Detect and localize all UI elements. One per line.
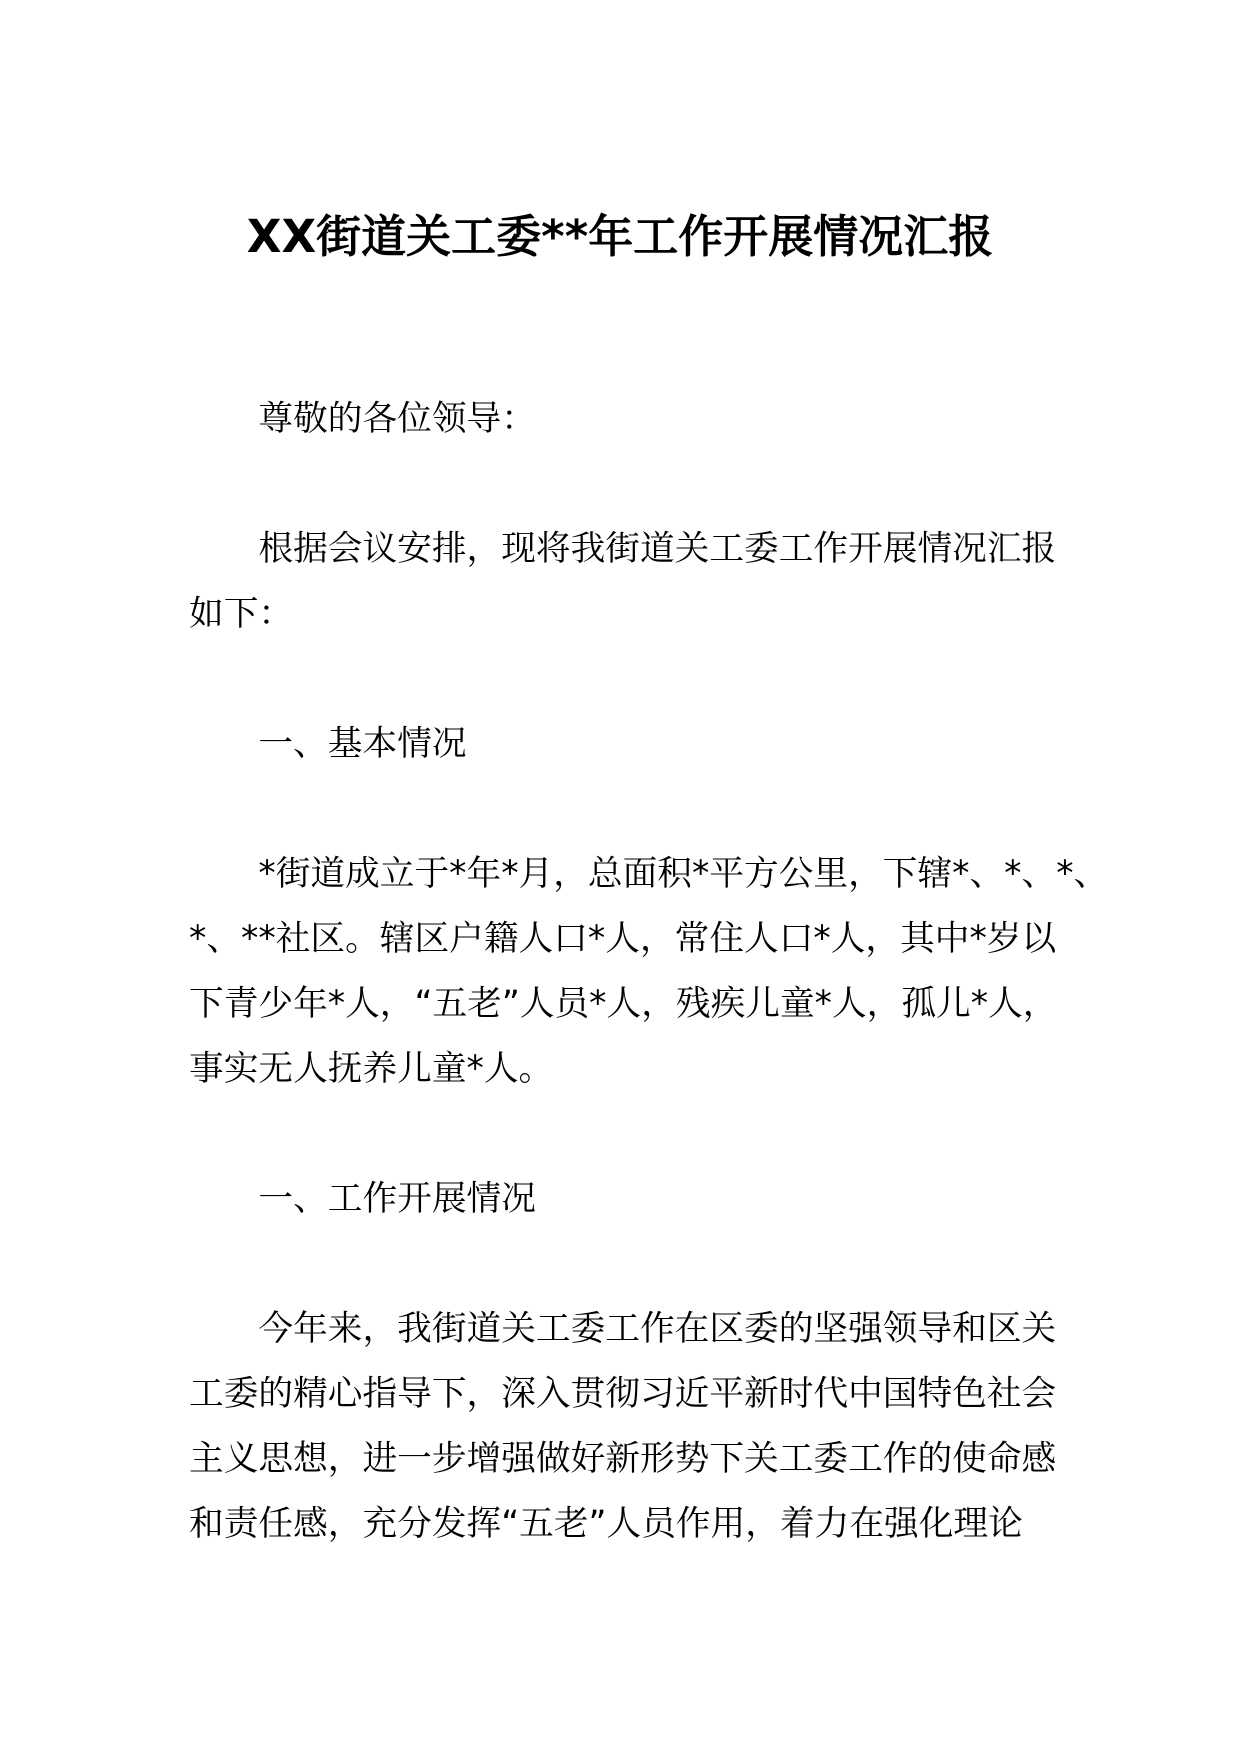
intro-paragraph xyxy=(189,517,1069,647)
paragraph-line: *、**社区。辖区户籍人口*人，常住人口*人，其中*岁以 xyxy=(189,919,1057,959)
salutation-paragraph xyxy=(189,387,1069,452)
paragraph-line: 和责任感，充分发挥“五老”人员作用，着力在强化理论 xyxy=(189,1504,1023,1544)
basic-info-paragraph xyxy=(189,842,1109,1102)
paragraph-line: 工委的精心指导下，深入贯彻习近平新时代中国特色社会 xyxy=(189,1374,1057,1414)
section-heading: 一、基本情况 xyxy=(258,724,467,764)
section-heading-basic-info xyxy=(189,712,1069,777)
paragraph-line: 下青少年*人，“五老”人员*人，残疾儿童*人，孤儿*人， xyxy=(189,984,1058,1024)
document-body xyxy=(189,387,1109,1622)
section-heading: 一、工作开展情况 xyxy=(258,1179,536,1219)
paragraph-line: 今年来，我街道关工委工作在区委的坚强领导和区关 xyxy=(258,1309,1057,1349)
paragraph-line: *街道成立于*年*月，总面积*平方公里，下辖*、*、*、 xyxy=(258,854,1109,894)
section-heading-work-progress xyxy=(189,1167,1069,1232)
paragraph-line: 尊敬的各位领导： xyxy=(258,399,536,439)
paragraph-line: 主义思想，进一步增强做好新形势下关工委工作的使命感 xyxy=(189,1439,1057,1479)
paragraph-line: 根据会议安排，现将我街道关工委工作开展情况汇报 xyxy=(258,529,1057,569)
paragraph-line: 如下： xyxy=(189,594,294,634)
document-title: XX街道关工委**年工作开展情况汇报 xyxy=(246,210,994,263)
paragraph-line: 事实无人抚养儿童*人。 xyxy=(189,1049,554,1089)
work-progress-paragraph xyxy=(189,1297,1069,1557)
